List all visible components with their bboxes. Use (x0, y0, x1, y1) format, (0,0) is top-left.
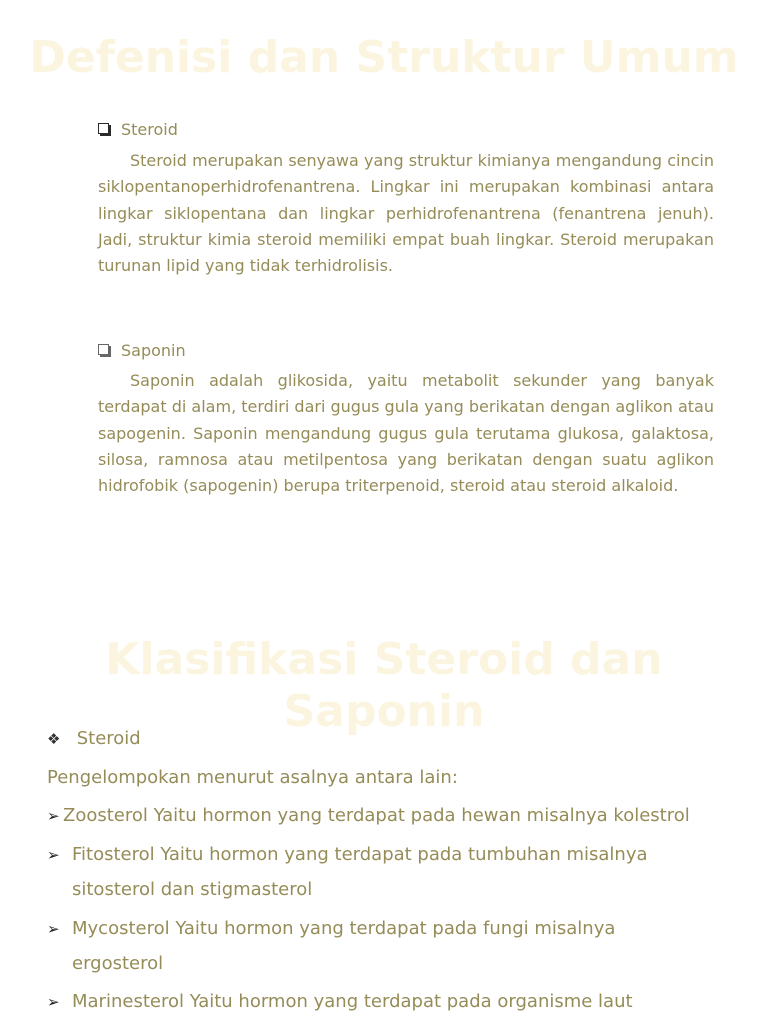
arrow-bullet-icon: ➢ (47, 920, 60, 938)
classification-heading-label: Steroid (76, 728, 141, 749)
definition-paragraph-steroid: Steroid merupakan senyawa yang struktur kimianya mengandung cincin siklopentanoperhidrofenantrena. Lingkar ini merupakan kombinasi antara lingkar siklopentana dan lingkar perhidrofenantrena (fenantrena jenuh). Jadi, struktur kimia steroid memiliki empat buah lingkar. Steroid merupakan turunan lipid yang tidak terhidrolisis. (98, 151, 714, 276)
section-title-definition (0, 32, 768, 84)
classification-item-text: Mycosterol Yaitu hormon yang terdapat pada fungi misalnya (72, 918, 616, 939)
section-title-text: Klasifikasi Steroid dan Saponin (105, 634, 663, 737)
arrow-bullet-icon: ➢ (47, 807, 60, 825)
section-title-classification (0, 634, 768, 738)
classification-item-text: Zoosterol Yaitu hormon yang terdapat pada hewan misalnya kolestrol (63, 805, 690, 826)
classification-intro: Pengelompokan menurut asalnya antara lain: (47, 767, 458, 788)
classification-item-continuation: ergosterol (72, 953, 164, 974)
classification-item (47, 804, 690, 828)
classification-item (47, 917, 615, 941)
classification-item (47, 990, 633, 1014)
classification-item-continuation: sitosterol dan stigmasterol (72, 879, 313, 900)
definition-heading-label: Steroid (121, 120, 178, 139)
classification-item (47, 843, 648, 867)
classification-item-text: Marinesterol Yaitu hormon yang terdapat pada organisme laut (72, 991, 633, 1012)
checkbox-bullet-icon (98, 123, 109, 134)
classification-heading (47, 727, 141, 751)
definition-heading-saponin (98, 341, 186, 361)
definition-heading-steroid (98, 120, 178, 140)
definition-paragraph-saponin: Saponin adalah glikosida, yaitu metabolit sekunder yang banyak terdapat di alam, terdiri dari gugus gula yang berikatan dengan aglikon atau sapogenin. Saponin mengandung gugus gula terutama glukosa, galaktosa, silosa, ramnosa atau metilpentosa yang berikatan dengan suatu aglikon hidrofobik (sapogenin) berupa triterpenoid, steroid atau steroid alkaloid. (98, 371, 714, 496)
diamond-bullet-icon: ❖ (47, 730, 61, 748)
arrow-bullet-icon: ➢ (47, 993, 60, 1011)
classification-item-text: Fitosterol Yaitu hormon yang terdapat pada tumbuhan misalnya (72, 844, 648, 865)
definition-heading-label: Saponin (121, 341, 186, 360)
section-title-text: Defenisi dan Struktur Umum (29, 32, 739, 83)
checkbox-bullet-icon (98, 344, 109, 355)
arrow-bullet-icon: ➢ (47, 846, 60, 864)
